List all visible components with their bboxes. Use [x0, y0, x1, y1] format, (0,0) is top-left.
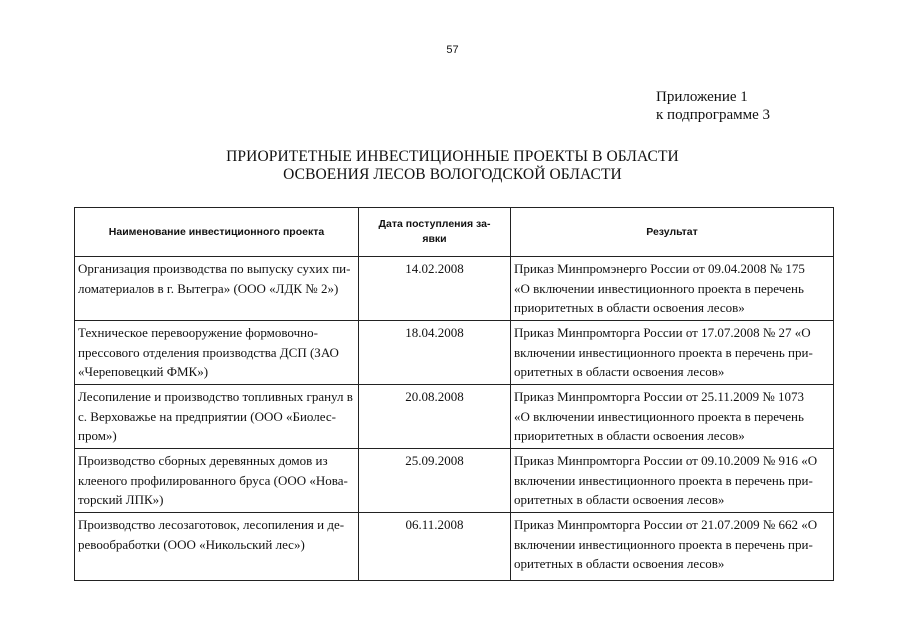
document-title	[0, 148, 905, 184]
project-name-cell: Техническое перевооружение формовочно- прессового отделения производства ДСП (ЗАО «Череповецкий ФМК»)	[75, 321, 359, 385]
title-line-2: ОСВОЕНИЯ ЛЕСОВ ВОЛОГОДСКОЙ ОБЛАСТИ	[283, 166, 622, 183]
appendix-note	[656, 88, 770, 124]
project-name-cell: Лесопиление и производство топливных гранул в с. Верховажье на предприятии (ООО «Биолес- пром»)	[75, 385, 359, 449]
appendix-line-1: Приложение 1	[656, 89, 748, 105]
application-date-cell: 25.09.2008	[359, 449, 511, 513]
appendix-line-2: к подпрограмме 3	[656, 107, 770, 123]
application-date-cell: 06.11.2008	[359, 513, 511, 581]
project-name-cell: Организация производства по выпуску сухих пи- ломатериалов в г. Вытегра» (ООО «ЛДК № 2»)	[75, 257, 359, 321]
header-project-name: Наименование инвестиционного проекта	[75, 208, 359, 257]
table-row	[75, 513, 834, 581]
header-result: Результат	[511, 208, 834, 257]
header-application-date: Дата поступления за- явки	[359, 208, 511, 257]
application-date-cell: 20.08.2008	[359, 385, 511, 449]
application-date-cell: 14.02.2008	[359, 257, 511, 321]
project-name-cell: Производство лесозаготовок, лесопиления и де- ревообработки (ООО «Никольский лес»)	[75, 513, 359, 581]
table-row	[75, 257, 834, 321]
projects-table	[74, 207, 834, 581]
result-cell: Приказ Минпромэнерго России от 09.04.2008 № 175 «О включении инвестиционного проекта в перечень приоритетных в области освоения лесов»	[511, 257, 834, 321]
result-cell: Приказ Минпромторга России от 25.11.2009 № 1073 «О включении инвестиционного проекта в перечень приоритетных в области освоения лесов»	[511, 385, 834, 449]
table-row	[75, 321, 834, 385]
application-date-cell: 18.04.2008	[359, 321, 511, 385]
result-cell: Приказ Минпромторга России от 17.07.2008 № 27 «О включении инвестиционного проекта в перечень при- оритетных в области освоения лесов»	[511, 321, 834, 385]
table-row	[75, 385, 834, 449]
table-header-row	[75, 208, 834, 257]
result-cell: Приказ Минпромторга России от 09.10.2009 № 916 «О включении инвестиционного проекта в перечень при- оритетных в области освоения лесов»	[511, 449, 834, 513]
table-row	[75, 449, 834, 513]
title-line-1: ПРИОРИТЕТНЫЕ ИНВЕСТИЦИОННЫЕ ПРОЕКТЫ В ОБЛАСТИ	[226, 148, 679, 165]
project-name-cell: Производство сборных деревянных домов из клееного профилированного бруса (ООО «Нова- торский ЛПК»)	[75, 449, 359, 513]
page-number: 57	[446, 44, 459, 56]
result-cell: Приказ Минпромторга России от 21.07.2009 № 662 «О включении инвестиционного проекта в перечень при- оритетных в области освоения лесов»	[511, 513, 834, 581]
